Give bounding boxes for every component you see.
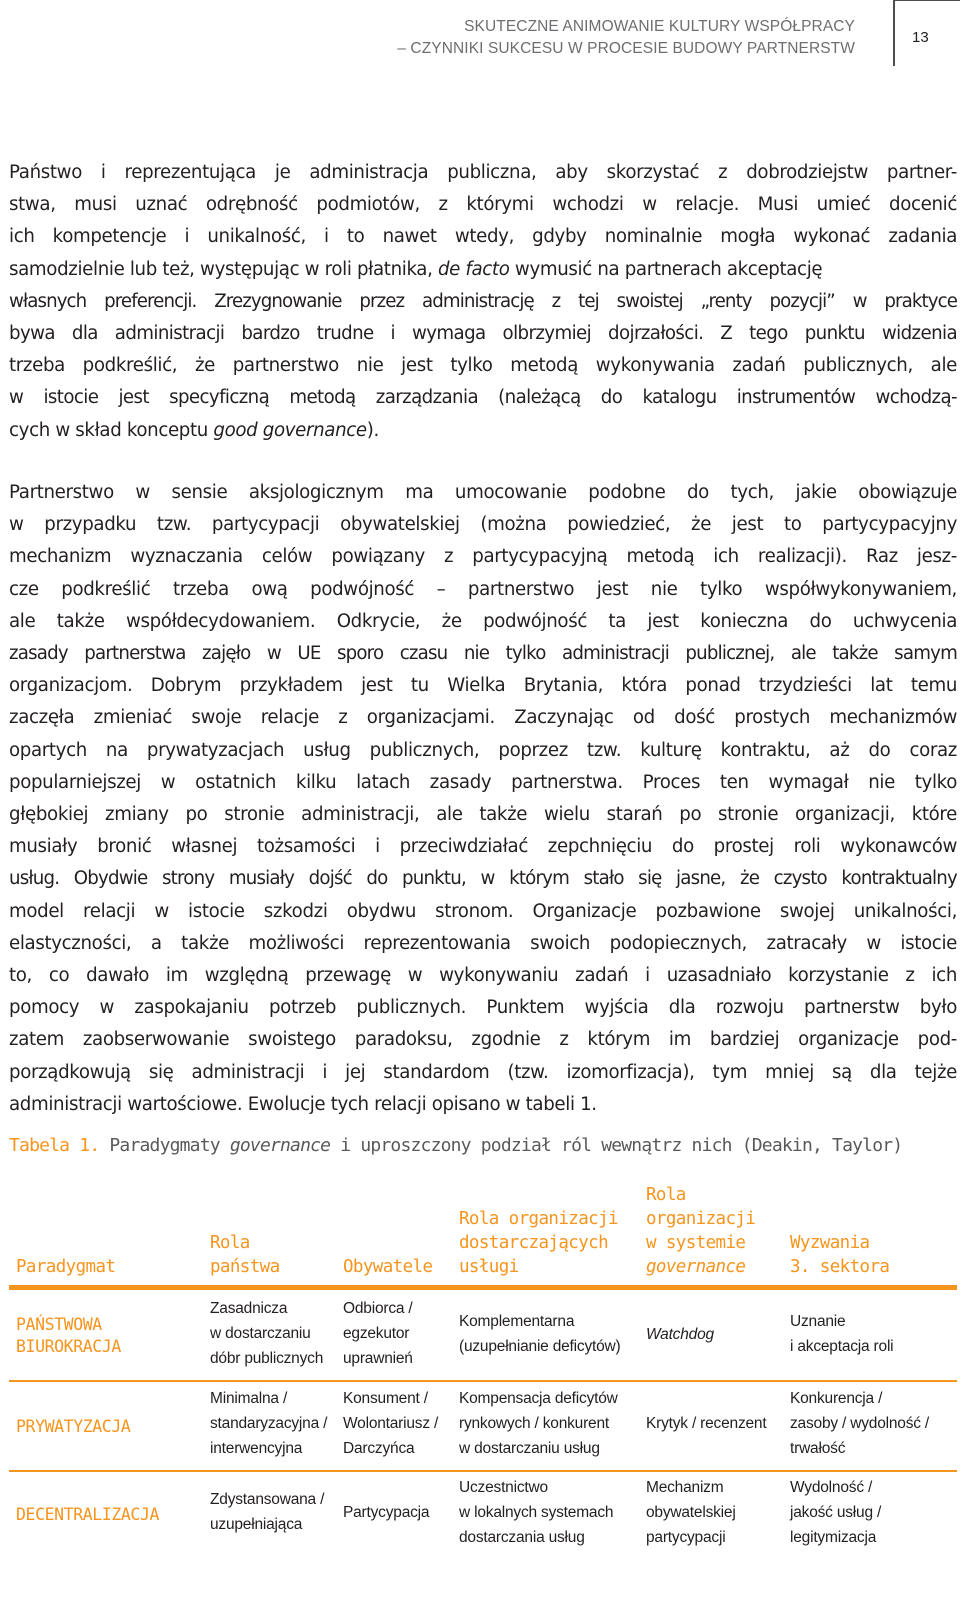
- cell-line: Zdystansowana /: [210, 1491, 325, 1508]
- header-wyzwania: [790, 1231, 889, 1279]
- cell-line: rynkowych / konkurent: [459, 1415, 610, 1432]
- text-line: Partnerstwo w sensie aksjologicznym ma umocowanie podobne do tych, jakie obowiązuje: [9, 482, 957, 503]
- text-line: głębokiej zmiany po stronie administracji, ale także wielu starań po stronie organizacji, które: [9, 804, 957, 826]
- caption-text: i uproszczony podział ról wewnątrz nich (Deakin, Taylor): [330, 1135, 903, 1156]
- text-line: w istocie jest specyficzną metodą zarządzania (należącą do katalogu instrumentów wchodzą-: [9, 387, 957, 409]
- header-line: Rola: [646, 1185, 686, 1205]
- cell-obywatele: [343, 1296, 413, 1371]
- cell-wyzwania: [790, 1475, 881, 1550]
- header-rola-panstwa: [210, 1231, 280, 1279]
- cell-obywatele: [343, 1500, 429, 1525]
- cell-line: uzupełniająca: [210, 1516, 303, 1533]
- page-number: 13: [912, 29, 929, 46]
- italic-term: de facto: [437, 258, 510, 280]
- cell-line: w dostarczaniu usług: [459, 1440, 600, 1457]
- row-name-line: BIUROKRACJA: [16, 1337, 121, 1356]
- cell-line: obywatelskiej: [646, 1504, 736, 1521]
- header-rule: [9, 1285, 957, 1290]
- text-run: samodzielnie lub też, występując w roli płatnika,: [9, 258, 438, 280]
- header-divider: [893, 0, 895, 66]
- cell-rola-organizacji: [459, 1309, 621, 1359]
- header-line: dostarczających: [459, 1233, 609, 1253]
- header-line: governance: [646, 1257, 746, 1277]
- text-line: stwa, musi uznać odrębność podmiotów, z którymi wchodzi w relacje. Musi umieć docenić: [9, 194, 957, 216]
- header-line: Rola organizacji: [459, 1209, 618, 1229]
- cell-wyzwania: [790, 1386, 929, 1461]
- text-line: zatem zaobserwowanie swoistego paradoksu, zgodnie z którym im bardziej organizacje pod-: [9, 1029, 957, 1051]
- text-line: trzeba podkreślić, że partnerstwo nie jest tylko metodą wykonywania zadań publicznych, ale: [9, 355, 957, 377]
- header-obywatele: Obywatele: [343, 1257, 433, 1277]
- cell-rola-organizacji: [459, 1475, 613, 1550]
- text-line: w przypadku tzw. partycypacji obywatelskiej (można powiedzieć, że jest to partycypacyjny: [9, 514, 957, 536]
- running-title: [295, 16, 855, 60]
- cell-line: interwencyjna: [210, 1440, 303, 1457]
- paragraph-1: [9, 157, 957, 447]
- running-title-line-1: SKUTECZNE ANIMOWANIE KULTURY WSPÓŁPRACY: [464, 18, 855, 35]
- row-divider: [9, 1470, 957, 1472]
- cell-line: Uczestnictwo: [459, 1479, 548, 1496]
- text-line: mechanizm wyznaczania celów powiązany z partycypacyjną metodą ich realizacji). Raz jesz-: [9, 546, 957, 568]
- text-line: porządkowują się administracji i jej standardom (tzw. izomorfizacja), tym mniej są dla tejże: [9, 1061, 957, 1083]
- paragraph-2: [9, 477, 957, 1121]
- text-line: pomocy w zaspokajaniu potrzeb publicznych. Punktem wyjścia dla rozwoju partnerstw było: [9, 997, 957, 1019]
- header-line: Wyzwania: [790, 1233, 870, 1253]
- cell-line: standaryzacyjna /: [210, 1415, 328, 1432]
- text-line: organizacjom. Dobrym przykładem jest tu Wielka Brytania, która ponad trzydzieści lat temu: [9, 675, 957, 697]
- row-name-decentralizacja: [16, 1504, 159, 1526]
- row-divider: [9, 1380, 957, 1382]
- header-top-rule: [893, 0, 960, 1]
- italic-term: good governance: [213, 419, 367, 441]
- header-line: Rola: [210, 1233, 250, 1253]
- text-line: zaczęła zmieniać swoje relacje z organizacjami. Zaczynając od dość prostych mechanizmów: [9, 707, 957, 729]
- row-name-line: PAŃSTWOWA: [16, 1315, 102, 1334]
- cell-obywatele: [343, 1386, 438, 1461]
- cell-line: uprawnień: [343, 1350, 413, 1367]
- cell-line: zasoby / wydolność /: [790, 1415, 930, 1432]
- row-name-line: PRYWATYZACJA: [16, 1417, 131, 1436]
- cell-line: dostarczania usług: [459, 1529, 585, 1546]
- header-line: państwa: [210, 1257, 280, 1277]
- text-line: administracji wartościowe. Ewolucje tych relacji opisano w tabeli 1.: [9, 1093, 597, 1115]
- cell-line: Komplementarna: [459, 1313, 575, 1330]
- text-line: [9, 254, 957, 286]
- caption-text: Paradygmaty: [99, 1135, 230, 1156]
- cell-line: jakość usług /: [790, 1504, 882, 1521]
- text-line: elastyczności, a także możliwości reprezentowania swoich podopiecznych, zatracały w istocie: [9, 932, 957, 954]
- cell-line: egzekutor: [343, 1325, 410, 1342]
- cell-line: Partycypacja: [343, 1504, 430, 1521]
- running-title-line-2: – CZYNNIKI SUKCESU W PROCESIE BUDOWY PARTNERSTW: [397, 40, 855, 57]
- caption-italic: governance: [229, 1135, 331, 1156]
- cell-rola-w-systemie: [646, 1475, 736, 1550]
- cell-line: Watchdog: [646, 1326, 714, 1343]
- text-line: zasady partnerstwa zajęło w UE sporo czasu nie tylko administracji publicznej, ale także samym: [9, 643, 957, 665]
- cell-line: Konkurencja /: [790, 1390, 883, 1407]
- header-line: usługi: [459, 1257, 519, 1277]
- text-line: usług. Obydwie strony musiały dojść do punktu, w którym stało się jasne, że czysto kontraktualny: [9, 868, 957, 890]
- cell-line: Konsument /: [343, 1390, 428, 1407]
- table-caption: [9, 1133, 957, 1159]
- caption-label: Tabela 1.: [9, 1135, 100, 1156]
- text-line: Państwo i reprezentująca je administracja publiczna, aby skorzystać z dobrodziejstw partner-: [9, 162, 957, 183]
- text-line: musiały bronić własnej tożsamości i przeciwdziałać zepchnięciu do prostej roli wykonawców: [9, 836, 957, 858]
- text-run: wymusić na partnerach akceptację: [509, 258, 823, 280]
- cell-line: Mechanizm: [646, 1479, 724, 1496]
- text-line: [9, 415, 957, 447]
- cell-line: dóbr publicznych: [210, 1350, 324, 1367]
- cell-line: Wydolność /: [790, 1479, 873, 1496]
- cell-line: Odbiorca /: [343, 1300, 413, 1317]
- text-run: cych w skład konceptu: [9, 419, 214, 441]
- header-line: 3. sektora: [790, 1257, 890, 1277]
- header-line: w systemie: [646, 1233, 746, 1253]
- text-line: cze podkreślić trzeba ową podwójność – partnerstwo jest nie tylko współwykonywaniem,: [9, 578, 957, 600]
- cell-line: Darczyńca: [343, 1440, 415, 1457]
- text-line: ale także współdecydowaniem. Odkrycie, że podwójność ta jest konieczna do uchwycenia: [9, 610, 957, 632]
- text-line: model relacji w istocie szkodzi obydwu stronom. Organizacje pozbawione swojej unikalności,: [9, 900, 957, 922]
- text-line: własnych preferencji. Zrezygnowanie przez administrację z tej swoistej „renty pozycji” w praktyce: [9, 290, 957, 312]
- text-line: ich kompetencje i unikalność, i to nawet wtedy, gdyby nominalnie mogła wykonać zadania: [9, 226, 957, 248]
- cell-rola-panstwa: [210, 1487, 324, 1537]
- text-line: popularniejszej w ostatnich kilku latach zasady partnerstwa. Proces ten wymagał nie tylko: [9, 771, 957, 793]
- cell-line: w dostarczaniu: [210, 1325, 311, 1342]
- cell-line: Kompensacja deficytów: [459, 1390, 618, 1407]
- cell-line: Wolontariusz /: [343, 1415, 439, 1432]
- page-header: [0, 0, 960, 70]
- cell-rola-w-systemie: [646, 1322, 714, 1347]
- row-name-line: DECENTRALIZACJA: [16, 1505, 160, 1524]
- text-run: ).: [366, 419, 379, 441]
- text-line: opartych na prywatyzacjach usług publicznych, poprzez tzw. kulturę kontraktu, aż do coraz: [9, 739, 957, 761]
- cell-rola-panstwa: [210, 1386, 327, 1461]
- text-line: bywa dla administracji bardzo trudne i wymaga olbrzymiej dojrzałości. Z tego punktu widzenia: [9, 323, 957, 345]
- cell-line: (uzupełnianie deficytów): [459, 1338, 621, 1355]
- cell-line: i akceptacja roli: [790, 1338, 894, 1355]
- cell-line: w lokalnych systemach: [459, 1504, 614, 1521]
- text-line: to, co dawało im względną przewagę w wykonywaniu zadań i uzasadniało korzystanie z ich: [9, 965, 957, 987]
- row-name-panstwowa-biurokracja: [16, 1314, 121, 1358]
- cell-wyzwania: [790, 1309, 893, 1359]
- cell-rola-organizacji: [459, 1386, 618, 1461]
- cell-line: partycypacji: [646, 1529, 726, 1546]
- cell-line: Uznanie: [790, 1313, 846, 1330]
- cell-line: trwałość: [790, 1440, 846, 1457]
- header-rola-organizacji: [459, 1207, 618, 1279]
- cell-rola-w-systemie: [646, 1411, 766, 1436]
- header-paradygmat: Paradygmat: [16, 1257, 116, 1277]
- cell-line: Minimalna /: [210, 1390, 288, 1407]
- cell-line: legitymizacja: [790, 1529, 877, 1546]
- cell-line: Krytyk / recenzent: [646, 1415, 767, 1432]
- cell-rola-panstwa: [210, 1296, 323, 1371]
- header-line: organizacji: [646, 1209, 756, 1229]
- header-rola-w-systemie: [646, 1183, 755, 1279]
- row-name-prywatyzacja: [16, 1416, 130, 1438]
- cell-line: Zasadnicza: [210, 1300, 288, 1317]
